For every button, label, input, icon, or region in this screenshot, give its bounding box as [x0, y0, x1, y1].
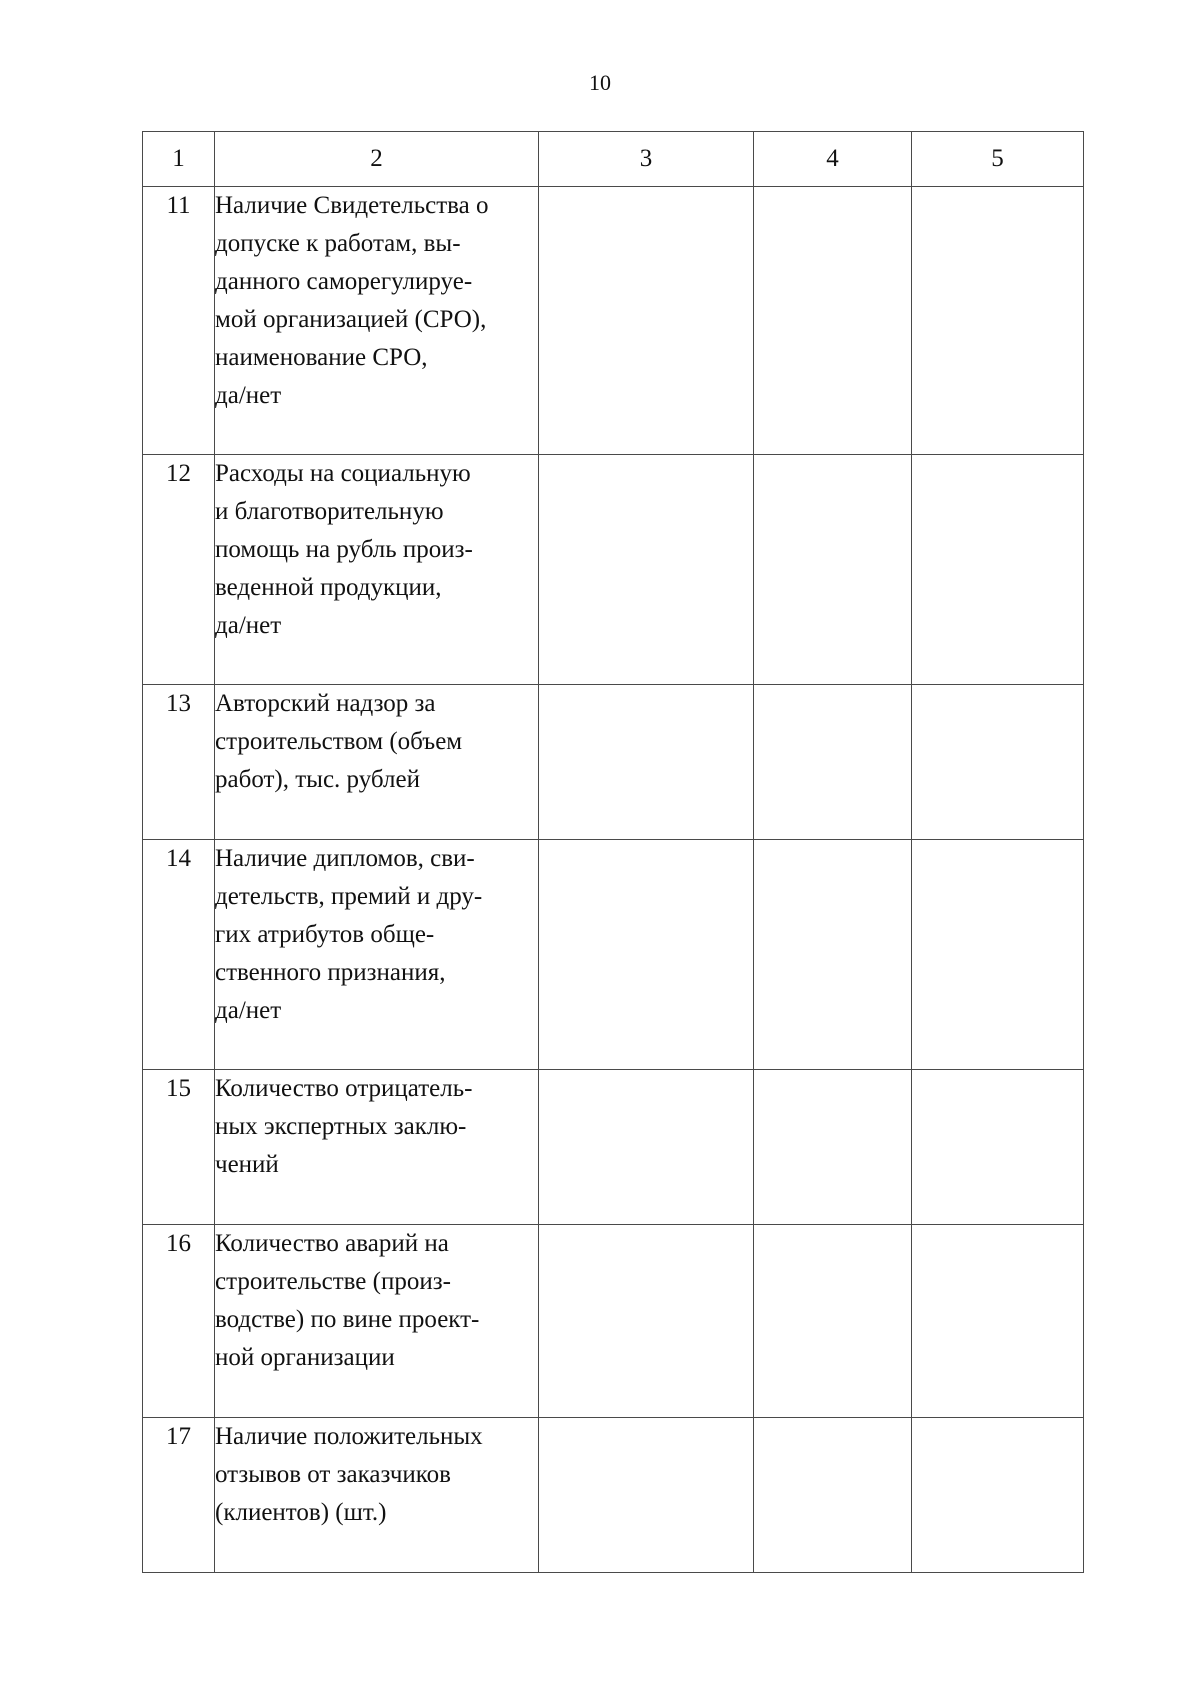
- row-number: 11: [143, 187, 215, 455]
- value-cell-5: [912, 1070, 1084, 1225]
- table-row: [143, 840, 1084, 1070]
- value-cell-4: [754, 187, 912, 455]
- value-cell-4: [754, 685, 912, 840]
- page-number: 10: [589, 70, 611, 95]
- value-cell-4: [754, 840, 912, 1070]
- value-cell-4: [754, 455, 912, 685]
- value-cell-4: [754, 1070, 912, 1225]
- table-header: [143, 132, 1084, 187]
- row-description: Наличие положительных отзывов от заказчиков (клиентов) (шт.): [215, 1418, 539, 1573]
- column-header-2: 2: [215, 132, 539, 187]
- row-description: Наличие дипломов, сви- детельств, премий и дру- гих атрибутов обще- ственного признания, да/нет: [215, 840, 539, 1070]
- value-cell-5: [912, 455, 1084, 685]
- row-number: 13: [143, 685, 215, 840]
- value-cell-3: [539, 1225, 754, 1418]
- table-body: [143, 187, 1084, 1573]
- value-cell-3: [539, 1070, 754, 1225]
- value-cell-4: [754, 1418, 912, 1573]
- value-cell-5: [912, 1225, 1084, 1418]
- header-row: [143, 132, 1084, 187]
- value-cell-5: [912, 685, 1084, 840]
- column-header-3: 3: [539, 132, 754, 187]
- value-cell-3: [539, 187, 754, 455]
- value-cell-4: [754, 1225, 912, 1418]
- value-cell-3: [539, 840, 754, 1070]
- table-row: [143, 685, 1084, 840]
- table-row: [143, 455, 1084, 685]
- table-row: [143, 1225, 1084, 1418]
- table-row: [143, 1070, 1084, 1225]
- value-cell-5: [912, 187, 1084, 455]
- row-description: Наличие Свидетельства о допуске к работам, вы- данного саморегулируе- мой организацией (СРО), наименование СРО, да/нет: [215, 187, 539, 455]
- value-cell-3: [539, 1418, 754, 1573]
- table-row: [143, 1418, 1084, 1573]
- row-description: Количество аварий на строительстве (произ- водстве) по вине проект- ной организации: [215, 1225, 539, 1418]
- value-cell-3: [539, 455, 754, 685]
- row-description: Количество отрицатель- ных экспертных заклю- чений: [215, 1070, 539, 1225]
- row-number: 14: [143, 840, 215, 1070]
- row-number: 16: [143, 1225, 215, 1418]
- value-cell-5: [912, 840, 1084, 1070]
- column-header-5: 5: [912, 132, 1084, 187]
- row-number: 12: [143, 455, 215, 685]
- column-header-1: 1: [143, 132, 215, 187]
- row-number: 15: [143, 1070, 215, 1225]
- criteria-table: [142, 131, 1084, 1573]
- table-row: [143, 187, 1084, 455]
- value-cell-3: [539, 685, 754, 840]
- row-description: Расходы на социальную и благотворительную помощь на рубль произ- веденной продукции, да/нет: [215, 455, 539, 685]
- column-header-4: 4: [754, 132, 912, 187]
- row-number: 17: [143, 1418, 215, 1573]
- row-description: Авторский надзор за строительством (объем работ), тыс. рублей: [215, 685, 539, 840]
- value-cell-5: [912, 1418, 1084, 1573]
